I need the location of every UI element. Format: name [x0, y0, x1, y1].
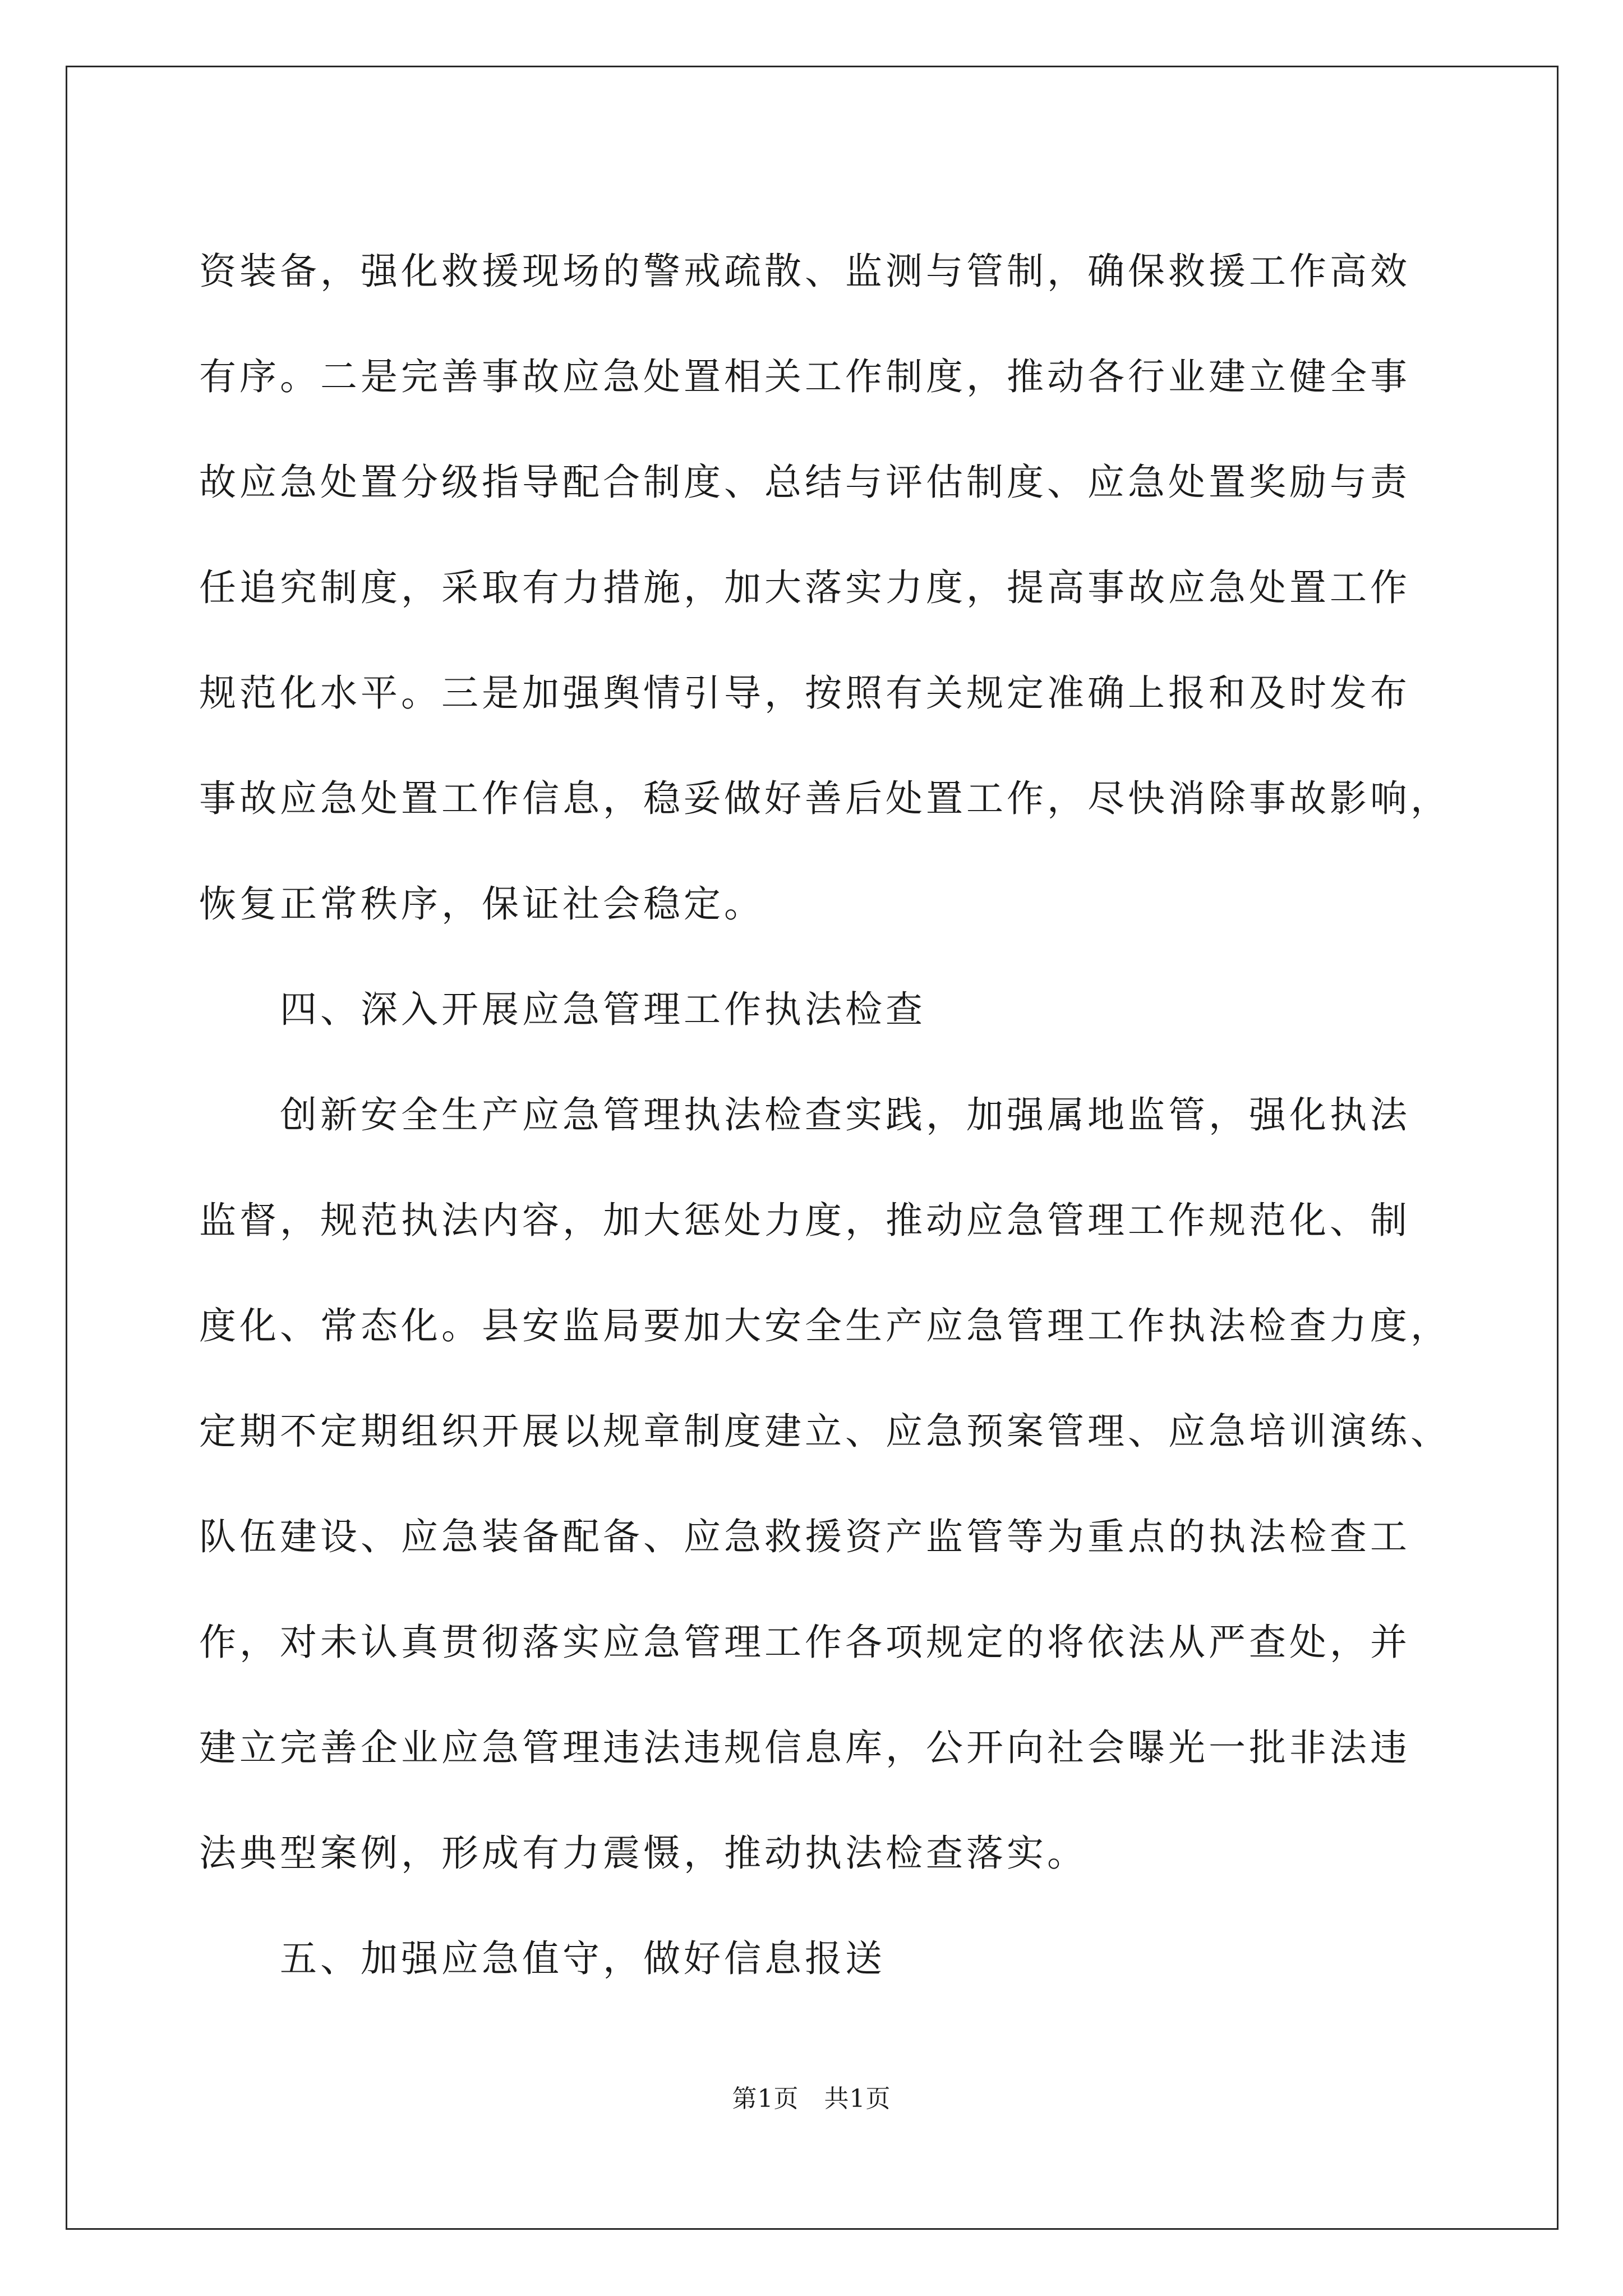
paragraph-line-indented: 五、加强应急值守，做好信息报送 — [280, 1937, 886, 1980]
paragraph-line: 度化、常态化。县安监局要加大安全生产应急管理工作执法检查力度， — [199, 1304, 1451, 1347]
paragraph-line-indented: 创新安全生产应急管理执法检查实践，加强属地监管，强化执法 — [280, 1093, 1410, 1137]
page-number-footer: 第1页 共1页 — [732, 2085, 891, 2113]
paragraph-line: 故应急处置分级指导配合制度、总结与评估制度、应急处置奖励与责 — [199, 461, 1410, 504]
paragraph-line-indented: 四、深入开展应急管理工作执法检查 — [280, 988, 926, 1031]
paragraph-line: 任追究制度，采取有力措施，加大落实力度，提高事故应急处置工作 — [199, 566, 1410, 609]
paragraph-line: 有序。二是完善事故应急处置相关工作制度，推动各行业建立健全事 — [199, 355, 1410, 398]
paragraph-line: 监督，规范执法内容，加大惩处力度，推动应急管理工作规范化、制 — [199, 1199, 1410, 1242]
paragraph-line: 恢复正常秩序，保证社会稳定。 — [199, 882, 764, 926]
paragraph-line: 队伍建设、应急装备配备、应急救援资产监管等为重点的执法检查工 — [199, 1515, 1410, 1558]
paragraph-line: 事故应急处置工作信息，稳妥做好善后处置工作，尽快消除事故影响， — [199, 777, 1451, 820]
paragraph-line: 资装备，强化救援现场的警戒疏散、监测与管制，确保救援工作高效 — [199, 250, 1410, 293]
document-body — [199, 219, 1455, 2012]
paragraph-line: 法典型案例，形成有力震慑，推动执法检查落实。 — [199, 1832, 1087, 1875]
paragraph-line: 作，对未认真贯彻落实应急管理工作各项规定的将依法从严查处，并 — [199, 1621, 1410, 1664]
paragraph-line: 建立完善企业应急管理违法违规信息库，公开向社会曝光一批非法违 — [199, 1726, 1410, 1769]
paragraph-line: 定期不定期组织开展以规章制度建立、应急预案管理、应急培训演练、 — [199, 1410, 1451, 1453]
paragraph-line: 规范化水平。三是加强舆情引导，按照有关规定准确上报和及时发布 — [199, 671, 1410, 715]
